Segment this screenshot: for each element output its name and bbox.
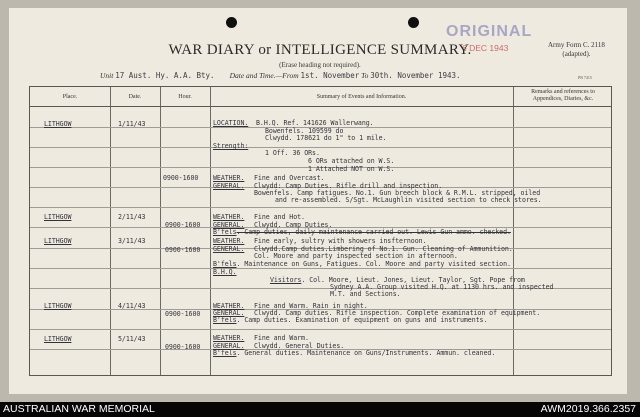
weather-label: WEATHER. (213, 334, 245, 342)
general-label: GENERAL. (213, 182, 245, 190)
summary-text: . Maintenance on Guns, Fatigues. Col. Moore and party visited section. (236, 260, 511, 268)
place-cell: LITHGOW (44, 213, 72, 221)
column-header-place: Place. (62, 94, 78, 100)
summary-line: Clwydd. General Duties. (254, 342, 345, 350)
stamp-date: 6 DEC 1943 (462, 43, 509, 53)
section-label: B.H.Q. (213, 268, 237, 276)
header-divider (30, 106, 611, 107)
summary-line: Fine and Hot. (254, 213, 305, 221)
footer-bar (0, 402, 640, 417)
summary-line (213, 349, 495, 357)
column-header-date: Date. (128, 94, 142, 100)
column-divider (210, 87, 211, 375)
original-stamp: ORIGINAL (446, 23, 533, 40)
date-cell: 5/11/43 (118, 335, 146, 343)
visitors-label: Visitors (270, 276, 302, 284)
row-divider (30, 268, 611, 269)
hour-cell: 0900-1600 (165, 343, 201, 351)
general-label: GENERAL. (213, 221, 245, 229)
punch-hole-left (226, 17, 237, 28)
strength-line: 6 ORs attached on W.S. (308, 157, 395, 165)
hour-cell: 0900-1600 (165, 246, 201, 254)
general-label: GENERAL. (213, 245, 245, 253)
punch-hole-right (408, 17, 419, 28)
place-cell: LITHGOW (44, 237, 72, 245)
summary-line: Clwydd.Camp duties.Limbering of No.1. Gun. Cleaning of Ammunition. (254, 245, 513, 253)
summary-text: . General duties. Maintenance on Guns/Instruments. Ammun. cleaned. (236, 349, 496, 357)
form-number (548, 41, 605, 59)
unit-label: Unit (100, 71, 114, 80)
unit-value: 17 Aust. Hy. A.A. Bty. (115, 71, 215, 80)
strength-line: 1 Off. 36 ORs. (265, 149, 320, 157)
date-from: 1st. November (300, 71, 360, 80)
footer-institution: AUSTRALIAN WAR MEMORIAL (3, 403, 155, 415)
location-label: LOCATION. (213, 119, 249, 127)
summary-line (213, 316, 487, 324)
weather-label: WEATHER. (213, 237, 245, 245)
column-divider (110, 87, 111, 375)
hour-cell: 0900-1600 (165, 310, 201, 318)
date-cell: 3/11/43 (118, 237, 146, 245)
hour-cell: 0900-1600 (163, 174, 199, 182)
summary-line: Fine and Warm. Rain in night. (254, 302, 368, 310)
summary-text: . Col. Moore, Lieut. Jones, Lieut. Taylor, Sgt. Pope from (301, 276, 525, 284)
summary-line: Col. Moore and party inspected section in afternoon. (254, 252, 458, 260)
summary-line (213, 228, 511, 236)
section-label: B'fels (213, 349, 237, 357)
weather-label: WEATHER. (213, 174, 245, 182)
summary-line: Fine and Warm. (254, 334, 309, 342)
date-label: Date and Time.—From (229, 71, 299, 80)
summary-line: and re-assembled. S/Sgt. McLaughlin visited section to check stores. (275, 196, 542, 204)
column-divider (160, 87, 161, 375)
summary-line: Bowenfels. Camp fatigues. No.1. Gun breech block & R.M.L. stripped, oiled (254, 189, 541, 197)
summary-line: Sydney A.A. Group visited H.Q. at 1130 hrs. and inspected (330, 283, 554, 291)
date-to-label: To (361, 71, 369, 80)
hour-cell: 0900-1600 (165, 221, 201, 229)
row-divider (30, 329, 611, 330)
summary-line (213, 260, 511, 268)
location-line: Bowenfels. 109599 do (265, 127, 344, 135)
row-divider (30, 147, 611, 148)
location-line: B.H.Q. Ref. 141626 Wallerwang. (256, 119, 374, 127)
column-header-remarks-2: Appendices, Diaries, &c. (532, 96, 594, 102)
summary-line: Clwydd. Camp Duties. (254, 221, 333, 229)
summary-line: Fine early, sultry with showers insfternoon. (254, 237, 427, 245)
weather-label: WEATHER. (213, 213, 245, 221)
struck-text: . Camp duties, daily maintenance carried out. Lewis Gun ammo. checked. (236, 228, 511, 236)
weather-label: WEATHER. (213, 302, 245, 310)
form-number-line2: (adapted). (562, 50, 591, 58)
form-number-line1: Army Form C. 2118 (548, 41, 605, 49)
place-cell: LITHGOW (44, 302, 72, 310)
footer-accession-number: AWM2019.366.2357 (540, 403, 636, 415)
date-cell: 4/11/43 (118, 302, 146, 310)
place-cell: LITHGOW (44, 120, 72, 128)
summary-line: Clwydd: Camp Duties. Rifle drill and inspection. (254, 182, 443, 190)
strength-line: 1 Attached NOT on W.S. (308, 165, 395, 173)
general-label: GENERAL. (213, 342, 245, 350)
section-label: B'fels (213, 316, 237, 324)
summary-text: . Camp duties. Examination of equipment on guns and instruments. (236, 316, 488, 324)
date-to: 30th. November 1943. (370, 71, 461, 80)
page-title: WAR DIARY or INTELLIGENCE SUMMARY. (168, 42, 472, 58)
section-label: B'fels (213, 260, 237, 268)
place-cell: LITHGOW (44, 335, 72, 343)
date-cell: 1/11/43 (118, 120, 146, 128)
row-divider (30, 207, 611, 208)
column-header-summary: Summary of Events and Information. (316, 94, 407, 100)
form-reference: PB 7415 (578, 75, 592, 80)
location-line: Clwydd. 178621 do 1" to 1 mile. (265, 134, 387, 142)
summary-line: M.T. and Sections. (330, 290, 401, 298)
summary-line: Fine and Overcast. (254, 174, 325, 182)
column-header-hour: Hour. (178, 94, 192, 100)
column-divider (513, 87, 514, 375)
page-subtitle: (Erase heading not required). (279, 61, 361, 69)
column-header-remarks-1: Remarks and references to (531, 89, 595, 95)
date-cell: 2/11/43 (118, 213, 146, 221)
strength-label: Strength: (213, 142, 249, 150)
summary-line: Clwydd. Camp duties. Rifle inspection. Complete examination of equipment. (254, 309, 541, 317)
unit-date-line (100, 71, 461, 80)
general-label: GENERAL. (213, 309, 245, 317)
section-label: B'fels (213, 228, 237, 236)
